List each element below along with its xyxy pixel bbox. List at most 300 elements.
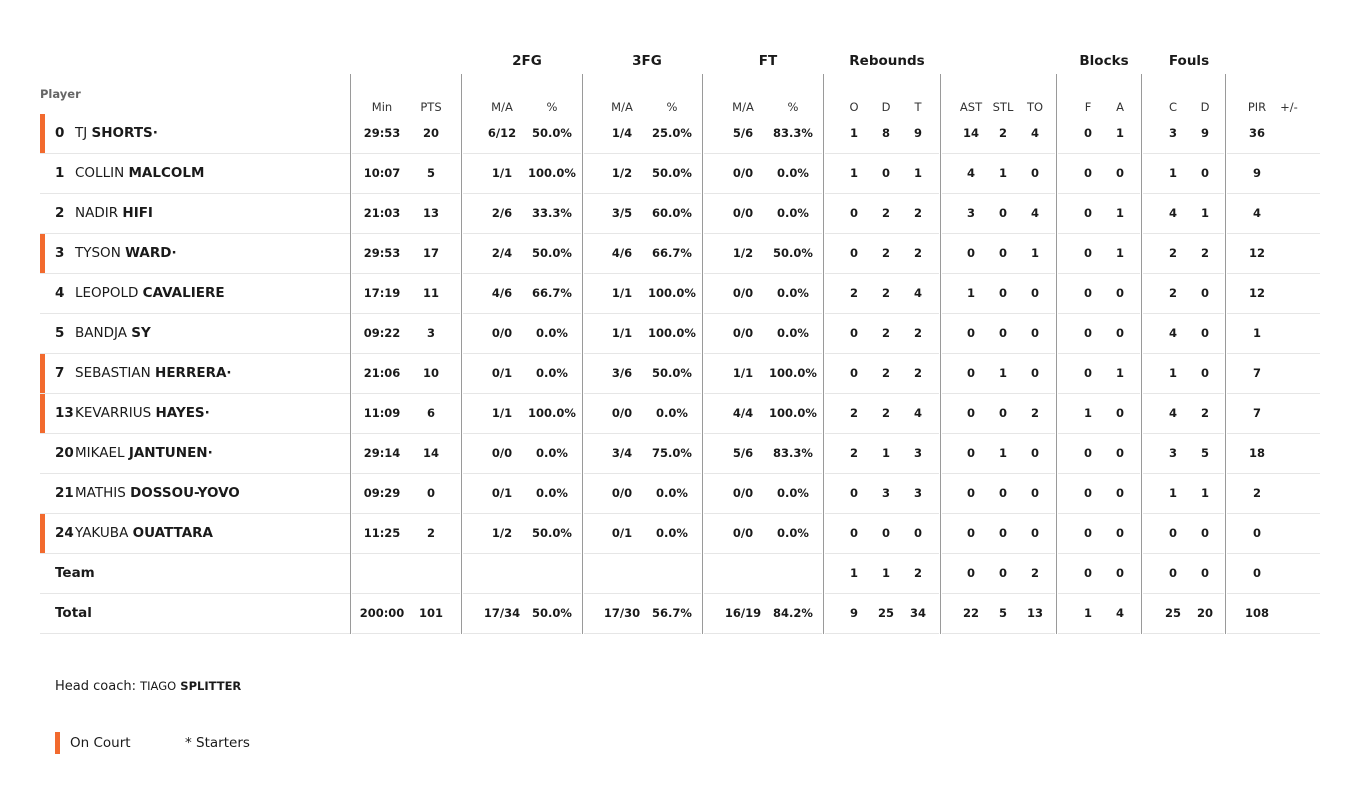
stat-ft-ma: 4/4 (732, 406, 754, 420)
stat-pts: 11 (422, 286, 440, 300)
column-header-foul-c: C (1168, 100, 1178, 114)
stat-stl: 0 (998, 406, 1008, 420)
stat-reb-d: 2 (881, 286, 891, 300)
player-row (40, 474, 1320, 514)
stat-reb-d: 8 (881, 126, 891, 140)
column-header-min: Min (371, 100, 393, 114)
player-last-name: SY (131, 325, 151, 341)
team-row (40, 554, 1320, 594)
stat-foul-c: 4 (1168, 326, 1178, 340)
stat-blk-f: 0 (1083, 326, 1093, 340)
stat-reb-t: 2 (913, 206, 923, 220)
total-label: Total (55, 605, 92, 621)
player-number: 24 (55, 525, 74, 541)
stat-reb-t: 1 (913, 166, 923, 180)
stat-reb-t: 2 (913, 326, 923, 340)
stat-reb-d: 2 (881, 206, 891, 220)
player-last-name: DOSSOU-YOVO (130, 485, 240, 501)
stat-reb-d: 25 (877, 606, 895, 620)
stat-min: 21:06 (363, 366, 401, 380)
column-header-reb-d: D (881, 100, 891, 114)
player-last-name: WARD (125, 245, 172, 261)
stat-2fg-pct: 50.0% (532, 526, 572, 540)
stat-2fg-pct: 66.7% (532, 286, 572, 300)
stat-blk-a: 1 (1115, 246, 1125, 260)
stat-foul-c: 1 (1168, 366, 1178, 380)
stat-ft-ma: 1/1 (732, 366, 754, 380)
stat-reb-o: 2 (849, 446, 859, 460)
stat-min: 29:53 (363, 246, 401, 260)
stat-foul-d: 0 (1200, 286, 1210, 300)
stat-pir: 12 (1248, 246, 1266, 260)
player-name[interactable] (75, 485, 240, 501)
stat-ft-pct: 100.0% (769, 406, 817, 420)
stat-to: 13 (1026, 606, 1044, 620)
stat-3fg-ma: 1/1 (611, 326, 633, 340)
player-name[interactable] (75, 125, 158, 141)
starter-marker: · (171, 245, 177, 261)
stat-3fg-pct: 60.0% (652, 206, 692, 220)
player-first-name: COLLIN (75, 165, 125, 181)
stat-min: 21:03 (363, 206, 401, 220)
stat-foul-d: 5 (1200, 446, 1210, 460)
stat-pts: 13 (422, 206, 440, 220)
row-separator (1227, 633, 1320, 634)
stat-to: 0 (1030, 446, 1040, 460)
on-court-indicator (40, 354, 45, 394)
stat-to: 0 (1030, 366, 1040, 380)
stat-stl: 0 (998, 206, 1008, 220)
player-number: 3 (55, 245, 65, 261)
group-header-2fg: 2FG (512, 53, 542, 69)
player-first-name: SEBASTIAN (75, 365, 151, 381)
player-first-name: BANDJA (75, 325, 127, 341)
stat-ft-ma: 0/0 (732, 526, 754, 540)
stat-reb-d: 0 (881, 526, 891, 540)
stat-foul-c: 1 (1168, 486, 1178, 500)
player-last-name: SHORTS (91, 125, 153, 141)
stat-foul-c: 0 (1168, 566, 1178, 580)
stat-min: 09:29 (363, 486, 401, 500)
stat-pir: 18 (1248, 446, 1266, 460)
stat-min: 17:19 (363, 286, 401, 300)
player-name[interactable] (75, 285, 225, 301)
stat-2fg-ma: 6/12 (487, 126, 517, 140)
row-separator (40, 633, 350, 634)
stat-reb-d: 0 (881, 166, 891, 180)
stat-blk-a: 1 (1115, 366, 1125, 380)
stat-reb-o: 0 (849, 326, 859, 340)
stat-reb-o: 1 (849, 566, 859, 580)
stat-blk-a: 0 (1115, 526, 1125, 540)
player-name[interactable] (75, 365, 232, 381)
stat-reb-d: 2 (881, 406, 891, 420)
stat-3fg-pct: 50.0% (652, 166, 692, 180)
player-first-name: NADIR (75, 205, 119, 221)
stat-3fg-ma: 3/5 (611, 206, 633, 220)
row-separator (942, 633, 1055, 634)
stat-reb-d: 2 (881, 366, 891, 380)
stat-ast: 0 (966, 566, 976, 580)
player-last-name: HIFI (122, 205, 153, 221)
head-coach-first-name: TIAGO (140, 679, 177, 693)
on-court-indicator (40, 514, 45, 554)
stat-foul-d: 1 (1200, 206, 1210, 220)
player-name[interactable] (75, 165, 204, 181)
stat-blk-a: 1 (1115, 206, 1125, 220)
player-row (40, 274, 1320, 314)
stat-3fg-pct: 56.7% (652, 606, 692, 620)
stat-blk-a: 4 (1115, 606, 1125, 620)
player-row (40, 194, 1320, 234)
column-header-3fg-pct: % (666, 100, 678, 114)
stat-pir: 4 (1252, 206, 1262, 220)
stat-blk-a: 0 (1115, 406, 1125, 420)
stat-3fg-ma: 0/0 (611, 406, 633, 420)
group-header-3fg: 3FG (632, 53, 662, 69)
stat-reb-o: 1 (849, 166, 859, 180)
stat-2fg-pct: 0.0% (536, 366, 568, 380)
stat-reb-o: 0 (849, 486, 859, 500)
stat-reb-o: 2 (849, 406, 859, 420)
stat-2fg-ma: 0/0 (491, 446, 513, 460)
player-first-name: LEOPOLD (75, 285, 139, 301)
stat-reb-t: 2 (913, 566, 923, 580)
stat-3fg-ma: 4/6 (611, 246, 633, 260)
stat-foul-d: 1 (1200, 486, 1210, 500)
stat-3fg-ma: 1/4 (611, 126, 633, 140)
stat-stl: 0 (998, 326, 1008, 340)
stat-3fg-pct: 50.0% (652, 366, 692, 380)
stat-2fg-ma: 1/1 (491, 166, 513, 180)
stat-reb-t: 9 (913, 126, 923, 140)
stat-stl: 5 (998, 606, 1008, 620)
stat-ft-ma: 0/0 (732, 326, 754, 340)
team-label: Team (55, 565, 95, 581)
stat-pts: 6 (426, 406, 436, 420)
stat-reb-t: 2 (913, 366, 923, 380)
stat-pts: 5 (426, 166, 436, 180)
stat-3fg-pct: 0.0% (656, 406, 688, 420)
group-header-blocks: Blocks (1079, 53, 1129, 69)
stat-blk-f: 1 (1083, 406, 1093, 420)
stat-pts: 3 (426, 326, 436, 340)
player-number: 0 (55, 125, 65, 141)
stat-ft-ma: 16/19 (724, 606, 762, 620)
column-header-blk-f: F (1084, 100, 1092, 114)
player-first-name: TJ (75, 125, 88, 141)
stat-blk-a: 0 (1115, 446, 1125, 460)
player-last-name: HERRERA (155, 365, 227, 381)
stat-blk-f: 0 (1083, 526, 1093, 540)
stat-2fg-pct: 100.0% (528, 406, 576, 420)
stat-2fg-ma: 4/6 (491, 286, 513, 300)
player-last-name: OUATTARA (132, 525, 214, 541)
stat-2fg-pct: 33.3% (532, 206, 572, 220)
stat-blk-a: 1 (1115, 126, 1125, 140)
stat-ft-ma: 0/0 (732, 166, 754, 180)
stat-min: 200:00 (359, 606, 405, 620)
stat-to: 0 (1030, 326, 1040, 340)
row-separator (584, 633, 701, 634)
stat-ft-pct: 0.0% (777, 206, 809, 220)
stat-foul-d: 0 (1200, 366, 1210, 380)
stat-pir: 36 (1248, 126, 1266, 140)
stat-ast: 0 (966, 406, 976, 420)
stat-2fg-pct: 50.0% (532, 126, 572, 140)
player-name[interactable] (75, 205, 153, 221)
starter-marker: · (204, 405, 210, 421)
stat-reb-o: 0 (849, 206, 859, 220)
stat-reb-t: 0 (913, 526, 923, 540)
stat-foul-d: 0 (1200, 166, 1210, 180)
column-header-ft-pct: % (787, 100, 799, 114)
stat-2fg-ma: 0/1 (491, 366, 513, 380)
stat-foul-c: 1 (1168, 166, 1178, 180)
player-row (40, 154, 1320, 194)
stat-blk-f: 0 (1083, 126, 1093, 140)
stat-ft-pct: 83.3% (773, 446, 813, 460)
stat-reb-d: 2 (881, 246, 891, 260)
column-header-ft-ma: M/A (732, 100, 754, 114)
stat-ft-ma: 0/0 (732, 486, 754, 500)
player-last-name: JANTUNEN (128, 445, 208, 461)
player-column-header: Player (40, 87, 81, 101)
stat-reb-t: 4 (913, 286, 923, 300)
stat-reb-o: 1 (849, 126, 859, 140)
group-header-ft: FT (758, 53, 778, 69)
stat-2fg-pct: 50.0% (532, 246, 572, 260)
player-number: 13 (55, 405, 74, 421)
column-header-ast: AST (959, 100, 983, 114)
stat-ft-pct: 0.0% (777, 326, 809, 340)
player-first-name: MATHIS (75, 485, 126, 501)
stat-ft-ma: 1/2 (732, 246, 754, 260)
stat-ast: 0 (966, 486, 976, 500)
stat-ft-pct: 0.0% (777, 166, 809, 180)
stat-to: 4 (1030, 206, 1040, 220)
stat-reb-o: 0 (849, 366, 859, 380)
stat-reb-o: 9 (849, 606, 859, 620)
stat-3fg-ma: 17/30 (603, 606, 641, 620)
stat-to: 1 (1030, 246, 1040, 260)
stat-min: 11:09 (363, 406, 401, 420)
stat-ft-pct: 0.0% (777, 526, 809, 540)
stat-blk-f: 1 (1083, 606, 1093, 620)
on-court-indicator (40, 394, 45, 434)
row-separator (463, 633, 581, 634)
player-number: 5 (55, 325, 65, 341)
stat-ast: 22 (962, 606, 980, 620)
player-row (40, 314, 1320, 354)
stat-blk-f: 0 (1083, 486, 1093, 500)
stat-to: 0 (1030, 166, 1040, 180)
on-court-legend-swatch (55, 732, 60, 754)
player-last-name: HAYES (155, 405, 205, 421)
starters-legend-label: * Starters (185, 735, 250, 751)
player-first-name: YAKUBA (75, 525, 129, 541)
stat-3fg-ma: 1/2 (611, 166, 633, 180)
column-header-2fg-pct: % (546, 100, 558, 114)
stat-2fg-ma: 1/2 (491, 526, 513, 540)
stat-ft-ma: 0/0 (732, 206, 754, 220)
stat-foul-c: 3 (1168, 126, 1178, 140)
stat-foul-c: 4 (1168, 406, 1178, 420)
stat-ast: 0 (966, 366, 976, 380)
stat-pts: 20 (422, 126, 440, 140)
player-name[interactable] (75, 405, 210, 421)
stat-blk-f: 0 (1083, 166, 1093, 180)
player-last-name: CAVALIERE (142, 285, 225, 301)
stat-foul-c: 0 (1168, 526, 1178, 540)
column-header-3fg-ma: M/A (611, 100, 633, 114)
player-name[interactable] (75, 525, 213, 541)
stat-stl: 1 (998, 366, 1008, 380)
stat-2fg-ma: 2/4 (491, 246, 513, 260)
stat-3fg-ma: 0/1 (611, 526, 633, 540)
stat-to: 4 (1030, 126, 1040, 140)
stat-pir: 0 (1252, 526, 1262, 540)
stat-ft-pct: 83.3% (773, 126, 813, 140)
stat-ast: 14 (962, 126, 980, 140)
stat-stl: 1 (998, 446, 1008, 460)
stat-stl: 1 (998, 166, 1008, 180)
player-row (40, 514, 1320, 554)
row-separator (1143, 633, 1224, 634)
player-first-name: KEVARRIUS (75, 405, 152, 421)
player-number: 2 (55, 205, 65, 221)
column-header-to: TO (1026, 100, 1044, 114)
stat-reb-t: 3 (913, 446, 923, 460)
starter-marker: · (152, 125, 158, 141)
stat-3fg-ma: 1/1 (611, 286, 633, 300)
column-header-plus-minus: +/- (1280, 100, 1298, 114)
stat-to: 2 (1030, 406, 1040, 420)
row-separator (825, 633, 939, 634)
player-name[interactable] (75, 445, 213, 461)
player-last-name: MALCOLM (128, 165, 205, 181)
stat-ast: 4 (966, 166, 976, 180)
stat-ast: 0 (966, 326, 976, 340)
stat-blk-a: 0 (1115, 486, 1125, 500)
stat-blk-a: 0 (1115, 286, 1125, 300)
column-header-2fg-ma: M/A (491, 100, 513, 114)
row-separator (352, 633, 460, 634)
stat-blk-f: 0 (1083, 566, 1093, 580)
stat-stl: 2 (998, 126, 1008, 140)
stat-2fg-ma: 0/0 (491, 326, 513, 340)
starter-marker: · (207, 445, 213, 461)
stat-3fg-pct: 100.0% (648, 286, 696, 300)
stat-2fg-pct: 0.0% (536, 326, 568, 340)
stat-ft-ma: 0/0 (732, 286, 754, 300)
stat-reb-t: 2 (913, 246, 923, 260)
stat-blk-a: 0 (1115, 326, 1125, 340)
stat-pir: 108 (1244, 606, 1270, 620)
stat-blk-a: 0 (1115, 566, 1125, 580)
stat-reb-o: 0 (849, 526, 859, 540)
stat-3fg-ma: 3/4 (611, 446, 633, 460)
starter-marker: · (226, 365, 232, 381)
stat-foul-c: 2 (1168, 286, 1178, 300)
stat-pts: 14 (422, 446, 440, 460)
stat-3fg-pct: 0.0% (656, 526, 688, 540)
stat-foul-c: 25 (1164, 606, 1182, 620)
stat-ft-pct: 84.2% (773, 606, 813, 620)
player-number: 4 (55, 285, 65, 301)
stat-min: 29:53 (363, 126, 401, 140)
stat-foul-c: 3 (1168, 446, 1178, 460)
player-first-name: MIKAEL (75, 445, 125, 461)
stat-foul-d: 2 (1200, 406, 1210, 420)
player-number: 21 (55, 485, 74, 501)
stat-2fg-pct: 100.0% (528, 166, 576, 180)
stat-stl: 0 (998, 566, 1008, 580)
player-number: 7 (55, 365, 65, 381)
player-name[interactable] (75, 245, 177, 261)
stat-blk-f: 0 (1083, 286, 1093, 300)
stat-pir: 0 (1252, 566, 1262, 580)
stat-2fg-ma: 2/6 (491, 206, 513, 220)
stat-foul-d: 2 (1200, 246, 1210, 260)
player-number: 20 (55, 445, 74, 461)
stat-reb-o: 2 (849, 286, 859, 300)
head-coach (55, 679, 241, 694)
stat-foul-d: 0 (1200, 326, 1210, 340)
on-court-indicator (40, 234, 45, 274)
stat-pts: 101 (418, 606, 444, 620)
stat-min: 09:22 (363, 326, 401, 340)
total-row (40, 594, 1320, 634)
stat-stl: 0 (998, 526, 1008, 540)
stat-2fg-pct: 0.0% (536, 486, 568, 500)
stat-3fg-ma: 3/6 (611, 366, 633, 380)
column-header-reb-t: T (914, 100, 922, 114)
stat-ft-pct: 0.0% (777, 286, 809, 300)
stat-2fg-ma: 17/34 (483, 606, 521, 620)
stat-pir: 9 (1252, 166, 1262, 180)
on-court-indicator (40, 114, 45, 154)
column-header-blk-a: A (1116, 100, 1124, 114)
stat-3fg-pct: 75.0% (652, 446, 692, 460)
stat-reb-d: 2 (881, 326, 891, 340)
group-header-rebounds: Rebounds (849, 53, 925, 69)
stat-blk-f: 0 (1083, 446, 1093, 460)
stat-to: 0 (1030, 526, 1040, 540)
player-row (40, 234, 1320, 274)
stat-ast: 3 (966, 206, 976, 220)
stat-ft-ma: 5/6 (732, 126, 754, 140)
stat-reb-t: 3 (913, 486, 923, 500)
stat-3fg-pct: 0.0% (656, 486, 688, 500)
stat-2fg-ma: 1/1 (491, 406, 513, 420)
stat-stl: 0 (998, 486, 1008, 500)
stat-3fg-pct: 25.0% (652, 126, 692, 140)
head-coach-label: Head coach: (55, 679, 136, 694)
stat-foul-d: 20 (1196, 606, 1214, 620)
stat-reb-t: 4 (913, 406, 923, 420)
stat-pir: 1 (1252, 326, 1262, 340)
column-header-reb-o: O (849, 100, 859, 114)
stat-to: 0 (1030, 486, 1040, 500)
player-name[interactable] (75, 325, 151, 341)
stat-blk-a: 0 (1115, 166, 1125, 180)
stat-to: 0 (1030, 286, 1040, 300)
stat-ft-pct: 100.0% (769, 366, 817, 380)
stat-min: 10:07 (363, 166, 401, 180)
stat-2fg-pct: 50.0% (532, 606, 572, 620)
stat-pts: 2 (426, 526, 436, 540)
